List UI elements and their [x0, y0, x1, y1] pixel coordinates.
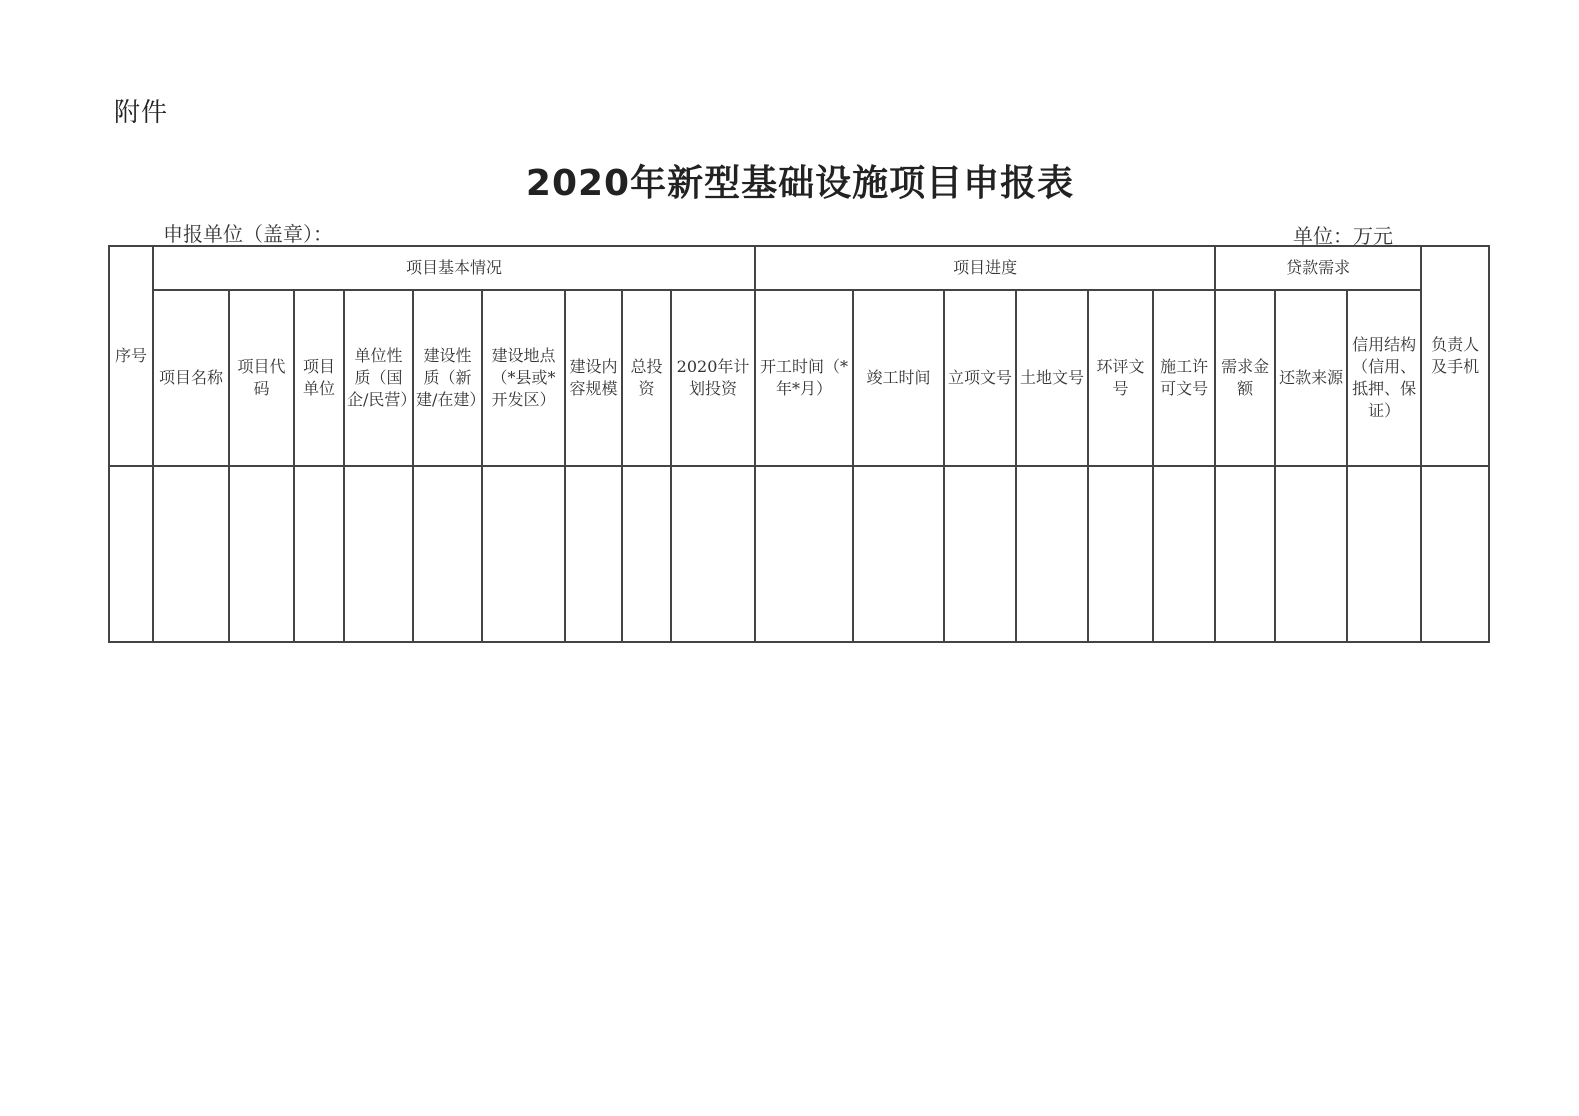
col-planned-2020: 2020年计划投资: [671, 290, 755, 466]
table-row: [109, 466, 1489, 642]
col-content-scale: 建设内容规模: [565, 290, 622, 466]
col-eia-doc: 环评文号: [1088, 290, 1153, 466]
cell-planned-2020[interactable]: [671, 466, 755, 642]
serial-header: 序号: [109, 246, 153, 466]
contact-header: 负责人及手机: [1421, 246, 1489, 466]
cell-serial[interactable]: [109, 466, 153, 642]
col-repayment-source: 还款来源: [1275, 290, 1347, 466]
col-location: 建设地点（*县或*开发区）: [482, 290, 565, 466]
cell-contact[interactable]: [1421, 466, 1489, 642]
cell-loan-amount[interactable]: [1215, 466, 1275, 642]
col-loan-amount: 需求金额: [1215, 290, 1275, 466]
col-total-investment: 总投资: [622, 290, 671, 466]
cell-eia-doc[interactable]: [1088, 466, 1153, 642]
cell-approval-doc[interactable]: [944, 466, 1016, 642]
col-approval-doc: 立项文号: [944, 290, 1016, 466]
cell-repayment-source[interactable]: [1275, 466, 1347, 642]
col-project-name: 项目名称: [153, 290, 229, 466]
applicant-label: 申报单位（盖章）：: [163, 222, 333, 246]
group-loan-header: 贷款需求: [1215, 246, 1421, 290]
cell-project-unit[interactable]: [294, 466, 344, 642]
cell-construction-nature[interactable]: [413, 466, 482, 642]
col-credit-structure: 信用结构（信用、抵押、保证）: [1347, 290, 1421, 466]
col-project-unit: 项目单位: [294, 290, 344, 466]
cell-total-investment[interactable]: [622, 466, 671, 642]
attachment-label: 附件: [114, 98, 169, 128]
report-table: [108, 245, 1490, 643]
col-project-code: 项目代码: [229, 290, 294, 466]
col-land-doc: 土地文号: [1016, 290, 1088, 466]
cell-permit-doc[interactable]: [1153, 466, 1215, 642]
col-unit-nature: 单位性质（国企/民营）: [344, 290, 413, 466]
unit-label: 单位：万元: [1293, 224, 1393, 248]
cell-content-scale[interactable]: [565, 466, 622, 642]
cell-unit-nature[interactable]: [344, 466, 413, 642]
cell-location[interactable]: [482, 466, 565, 642]
col-start-time: 开工时间（*年*月）: [755, 290, 853, 466]
cell-credit-structure[interactable]: [1347, 466, 1421, 642]
col-completion-time: 竣工时间: [853, 290, 944, 466]
page-title: 2020年新型基础设施项目申报表: [525, 163, 1075, 204]
group-progress-header: 项目进度: [755, 246, 1215, 290]
cell-start-time[interactable]: [755, 466, 853, 642]
col-permit-doc: 施工许可文号: [1153, 290, 1215, 466]
col-construction-nature: 建设性质（新建/在建）: [413, 290, 482, 466]
group-basic-header: 项目基本情况: [153, 246, 755, 290]
cell-project-name[interactable]: [153, 466, 229, 642]
cell-project-code[interactable]: [229, 466, 294, 642]
cell-land-doc[interactable]: [1016, 466, 1088, 642]
cell-completion-time[interactable]: [853, 466, 944, 642]
